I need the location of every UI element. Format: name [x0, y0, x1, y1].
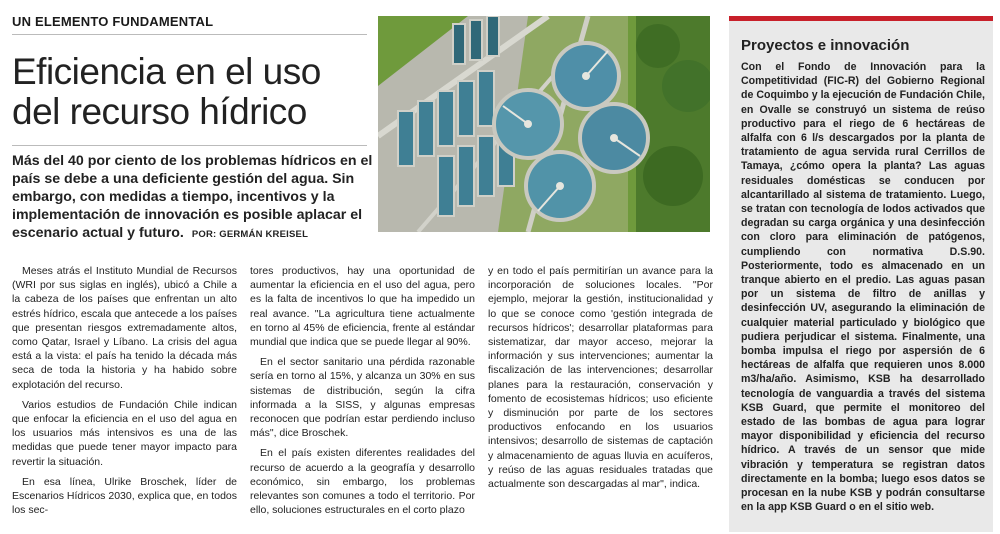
paragraph: En el sector sanitario una pérdida razonable sería en torno al 15%, y alcanza un 30% en sus sistemas de distribución, según la cifra informada a la SISS, y algunas empresas reconocen que podrían estar perdiendo incluso más", dice Broschek. [250, 356, 475, 440]
article-column-3 [488, 264, 713, 497]
headline: Eficiencia en el uso del recurso hídrico [12, 51, 321, 132]
headline-divider [12, 145, 367, 146]
sidebar-text: Con el Fondo de Innovación para la Competitividad (FIC-R) del Gobierno Regional de Coquimbo y la ejecución de Fundación Chile, en Ovalle se construyó un sistema de reúso productivo para el riego de 6 hectáreas de alfalfa con 6 l/s descargados por la planta de tratamiento de agua servida rural Cerrillos de Tamaya, ¿cómo opera la planta? Las aguas residuales domésticas se conducen por alcantarillado al sistema de tratamiento. Luego, se tratan con tecnología de lodos activados que degradan su carga orgánica y una desinfección con cloro para eliminación de patógenos, cumpliendo con normativa D.S.90. Posteriormente, todo es almacenado en un tranque abierto en el predio. Las aguas pasan por un sistema de filtro de anillas y desinfección UV, asegurando la eliminación de cualquier material particulado y biológico que pudiera perjudicar el sistema. Finalmente, una bomba impulsa el riego por aspersión de 6 hectáreas de alfalfa que requieren unos 8.000 m3/ha/año. Asimismo, KSB ha desarrollado tecnología de vanguardia a través del sistema KSB Guard, que permite el monitoreo del estado de las bombas de agua para lograr mayor disponibilidad y eficiencia del recurso hídrico. A través de un sensor que mide vibración y temperatura se registran datos directamente en la bomba; luego esos datos se procesan en la nube KSB y podrán consultarse en la app KSB Guard o en el sitio web. [741, 61, 985, 514]
aerial-photo-water-treatment-plant [378, 16, 710, 232]
deck [12, 152, 374, 244]
byline: POR: GERMÁN KREISEL [191, 229, 309, 240]
sidebar-accent-bar [729, 16, 993, 21]
paragraph: y en todo el país permitirían un avance para la incorporación de soluciones locales. "Por ejemplo, mejorar la gestión, institucionalidad y lo que se conoce como 'gestión integrada de recursos hídricos'; desarrollar plataformas para sistematizar, dar mayor acceso, mejorar la información y sus intervenciones; aumentar la fiscalización de las intervenciones; desarrollar planes para la restauración, conservación y fomento de ecosistemas hídricos; uso eficiente y disminución por parte de los sectores productivos enfocando en los usuarios intensivos; desarrollo de sistemas de captación y almacenamiento de aguas lluvia en acuíferos, y reúso de las aguas residuales tratadas que actualmente son descargadas al mar", indica. [488, 265, 713, 491]
paragraph: Meses atrás el Instituto Mundial de Recursos (WRI por sus siglas en inglés), ubicó a Chile a la cabeza de los países que enfrentan un alto estrés hídrico, escala que antecede a los países que presentan riesgos extremadamente altos, como Qatar, Israel y Líbano. La crisis del agua está a la vista: el país ha tenido la década más seca de toda la historia y ha habido sobre explotación del recurso. [12, 265, 237, 391]
deck-text: Más del 40 por ciento de los problemas hídricos en el país se debe a una deficiente gestión del agua. Sin embargo, con medidas a tiempo, incentivos y la implementación de innovación es posible aplacar el escenario actual y futuro. [12, 153, 373, 241]
article-column-1 [12, 264, 237, 523]
sidebar-title: Proyectos e innovación [741, 37, 910, 54]
aerial-photo-illustration [378, 16, 710, 232]
paragraph: Varios estudios de Fundación Chile indican que enfocar la eficiencia en el uso del agua en los usuarios más intensivos es una de las medidas que puede tener mayor impacto para revertir la situación. [12, 398, 237, 468]
kicker-divider [12, 34, 367, 35]
article-column-2 [250, 264, 475, 523]
section-kicker: UN ELEMENTO FUNDAMENTAL [12, 14, 214, 29]
paragraph: En el país existen diferentes realidades del recurso de acuerdo a la geografía y desarrollo económico, sin embargo, los problemas relevantes son comunes a todo el territorio. Por ello, soluciones estructurales en el corto plazo [250, 447, 475, 517]
paragraph: tores productivos, hay una oportunidad de aumentar la eficiencia en el uso del agua, pero es la falta de incentivos lo que ha impedido un real avance. "La agricultura tiene actualmente en torno al 45% de eficiencia, frente al estándar mundial que indica que se puede llegar al 90%. [250, 265, 475, 349]
paragraph: En esa línea, Ulrike Broschek, líder de Escenarios Hídricos 2030, explica que, en todos los sec- [12, 475, 237, 517]
